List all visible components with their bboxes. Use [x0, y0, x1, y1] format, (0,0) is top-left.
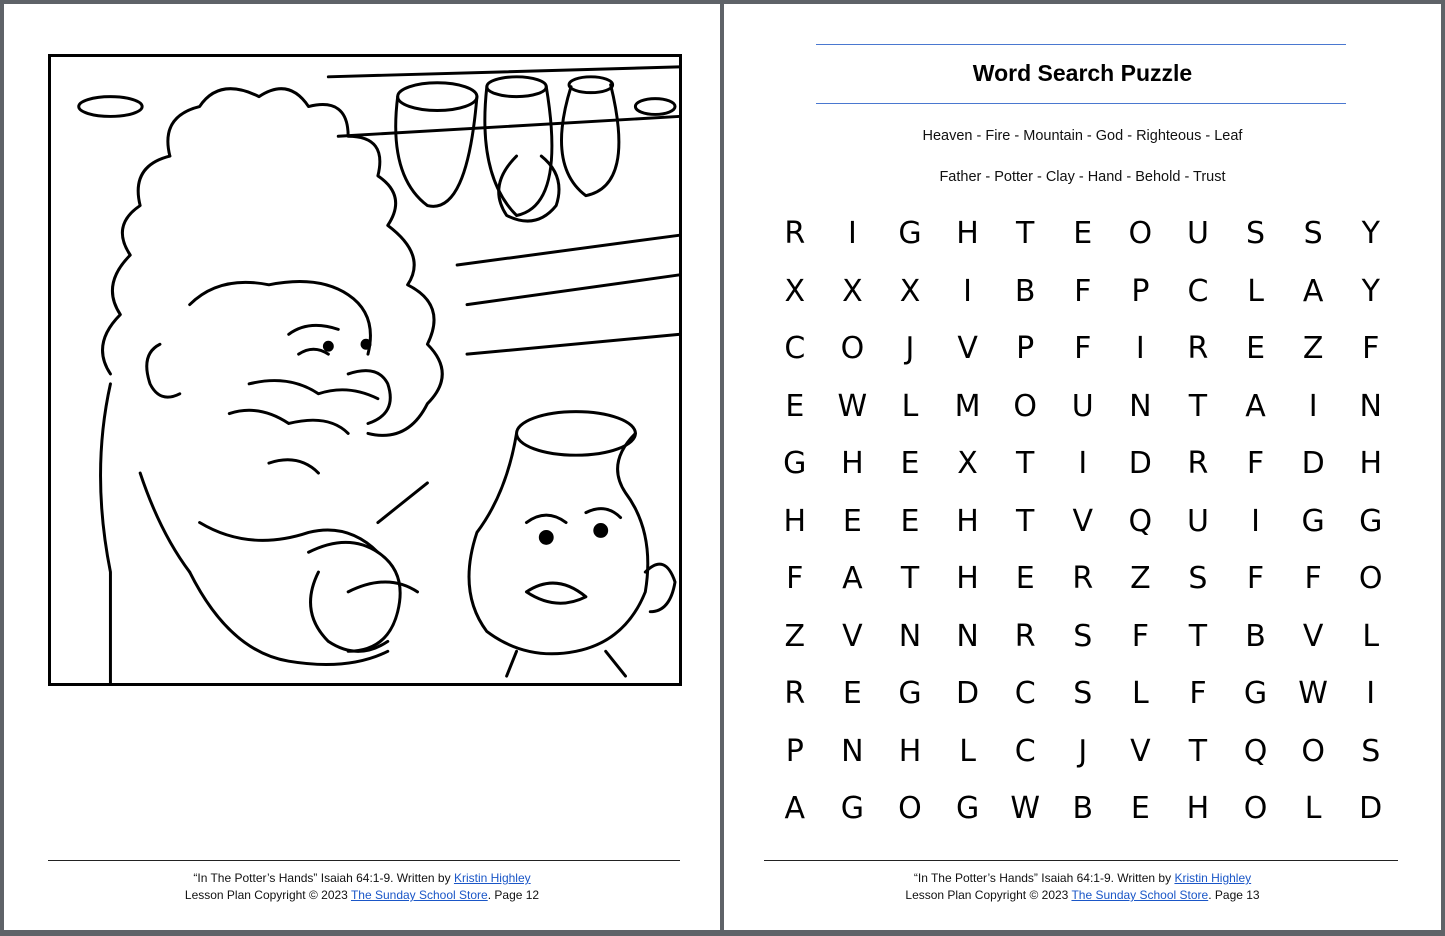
grid-letter: W: [837, 388, 868, 424]
footer-credit-text: “In The Potter’s Hands” Isaiah 64:1-9. Written by: [913, 871, 1175, 885]
grid-letter: F: [1074, 273, 1092, 309]
grid-letter: W: [1010, 791, 1040, 827]
grid-letter: C: [1014, 676, 1036, 712]
grid-letter: O: [1243, 791, 1268, 827]
potter-and-pot-drawing: [51, 57, 679, 683]
grid-letter: W: [1298, 676, 1328, 712]
grid-letter: D: [1301, 446, 1325, 482]
footer-line-2: [724, 887, 1441, 904]
grid-letter: G: [840, 791, 865, 827]
grid-letter: O: [1013, 388, 1037, 424]
grid-letter: E: [1130, 791, 1150, 827]
grid-letter: T: [1016, 503, 1035, 539]
page-title: Word Search Puzzle: [972, 60, 1193, 86]
word-search-grid: [766, 205, 1400, 838]
grid-letter: D: [1128, 446, 1152, 482]
title-divider-bottom: [816, 103, 1346, 104]
grid-letter: F: [786, 561, 804, 597]
potter-coloring-illustration: [48, 54, 682, 686]
grid-letter: T: [1016, 216, 1035, 252]
grid-letter: R: [1014, 618, 1036, 654]
page-13: [724, 4, 1441, 930]
store-link[interactable]: The Sunday School Store: [1071, 888, 1209, 902]
footer-copyright-text: Lesson Plan Copyright © 2023: [905, 888, 1072, 902]
grid-letter: S: [1361, 733, 1381, 769]
footer-line-2: [4, 887, 720, 904]
grid-letter: L: [1132, 676, 1149, 712]
footer-line-1: [724, 870, 1441, 887]
grid-letter: S: [1246, 216, 1266, 252]
grid-letter: X: [842, 273, 863, 309]
grid-letter: N: [1129, 388, 1152, 424]
grid-letter: G: [898, 216, 922, 252]
grid-letter: G: [1301, 503, 1325, 539]
grid-letter: B: [1072, 791, 1094, 827]
page-12: [4, 4, 720, 930]
grid-letter: R: [1187, 331, 1209, 367]
grid-letter: F: [1189, 676, 1207, 712]
word-list-line-1: Heaven - Fire - Mountain - God - Righteous - Leaf: [922, 128, 1243, 144]
grid-letter: E: [1015, 561, 1035, 597]
grid-letter: H: [1359, 446, 1383, 482]
grid-letter: T: [1188, 733, 1208, 769]
grid-letter: E: [842, 503, 862, 539]
grid-letter: H: [956, 561, 979, 597]
grid-letter: H: [898, 733, 922, 769]
word-list-line-2: Father - Potter - Clay - Hand - Behold - Trust: [939, 169, 1226, 185]
page-number: . Page 13: [1208, 888, 1260, 902]
grid-letter: F: [1304, 561, 1322, 597]
grid-letter: V: [957, 331, 978, 367]
grid-letter: T: [900, 561, 920, 597]
grid-letter: X: [957, 446, 978, 482]
grid-letter: L: [1247, 273, 1264, 309]
grid-letter: S: [1188, 561, 1208, 597]
grid-letter: C: [1014, 733, 1036, 769]
author-link[interactable]: Kristin Highley: [1174, 871, 1252, 885]
grid-letter: D: [956, 676, 980, 712]
grid-letter: T: [1188, 618, 1208, 654]
grid-letter: X: [899, 273, 921, 309]
grid-letter: G: [1359, 503, 1383, 539]
grid-letter: Z: [1130, 561, 1151, 597]
grid-letter: H: [1186, 791, 1210, 827]
footer-divider: [764, 860, 1398, 861]
footer-credit-text: “In The Potter’s Hands” Isaiah 64:1-9. Written by: [193, 871, 454, 885]
grid-letter: G: [783, 446, 807, 482]
grid-letter: C: [1187, 273, 1209, 309]
grid-letter: E: [900, 503, 920, 539]
grid-letter: Y: [1361, 216, 1380, 252]
grid-letter: G: [1243, 676, 1268, 712]
grid-letter: E: [785, 388, 805, 424]
grid-letter: V: [1072, 503, 1094, 539]
grid-letter: T: [1016, 446, 1035, 482]
grid-letter: Z: [1302, 331, 1324, 367]
grid-letter: A: [1245, 388, 1266, 424]
grid-letter: F: [1131, 618, 1149, 654]
footer-line-1: [4, 870, 720, 887]
grid-letter: T: [1188, 388, 1208, 424]
grid-letter: E: [1073, 216, 1093, 252]
grid-letter: I: [963, 273, 972, 309]
grid-letter: F: [1074, 331, 1092, 367]
grid-letter: I: [1251, 503, 1260, 539]
grid-letter: V: [1302, 618, 1324, 654]
grid-letter: R: [1072, 561, 1094, 597]
grid-letter: U: [1186, 216, 1209, 252]
grid-letter: U: [1186, 503, 1209, 539]
grid-letter: L: [1362, 618, 1380, 654]
footer-divider: [48, 860, 680, 861]
grid-letter: H: [956, 503, 979, 539]
author-link[interactable]: Kristin Highley: [453, 871, 531, 885]
grid-letter: O: [1128, 216, 1153, 252]
grid-letter: I: [1308, 388, 1318, 424]
grid-letter: H: [956, 216, 979, 252]
grid-letter: Q: [1243, 733, 1268, 769]
grid-letter: L: [1304, 791, 1322, 827]
grid-letter: O: [898, 791, 922, 827]
grid-letter: B: [1245, 618, 1266, 654]
grid-letter: S: [1303, 216, 1323, 252]
grid-letter: N: [956, 618, 979, 654]
grid-letter: H: [841, 446, 864, 482]
grid-letter: X: [784, 273, 806, 309]
grid-letter: O: [1358, 561, 1383, 597]
grid-letter: A: [842, 561, 863, 597]
grid-letter: D: [1359, 791, 1383, 827]
grid-letter: P: [785, 733, 804, 769]
grid-letter: Q: [1128, 503, 1153, 539]
grid-letter: I: [1135, 331, 1145, 367]
footer-copyright-text: Lesson Plan Copyright © 2023: [184, 888, 351, 902]
grid-letter: R: [784, 676, 806, 712]
grid-letter: G: [955, 791, 980, 827]
grid-letter: F: [1246, 561, 1265, 597]
grid-letter: E: [842, 676, 862, 712]
grid-letter: I: [847, 216, 857, 252]
page-number: . Page 12: [487, 888, 540, 902]
grid-letter: F: [1362, 331, 1380, 367]
grid-letter: V: [1130, 733, 1151, 769]
page-footer: [4, 870, 720, 904]
grid-letter: L: [901, 388, 919, 424]
grid-letter: R: [1187, 446, 1209, 482]
grid-letter: J: [1078, 733, 1088, 769]
grid-letter: I: [1366, 676, 1376, 712]
grid-letter: E: [1246, 331, 1266, 367]
grid-letter: G: [898, 676, 922, 712]
grid-letter: L: [959, 733, 976, 769]
grid-letter: S: [1073, 676, 1093, 712]
grid-letter: N: [1359, 388, 1382, 424]
grid-letter: H: [783, 503, 807, 539]
grid-letter: O: [840, 331, 865, 367]
grid-letter: I: [1078, 446, 1088, 482]
title-divider-top: [816, 44, 1346, 45]
grid-letter: A: [1302, 273, 1324, 309]
grid-letter: B: [1014, 273, 1036, 309]
grid-letter: C: [784, 331, 806, 367]
grid-letter: S: [1073, 618, 1093, 654]
grid-letter: J: [905, 331, 915, 367]
grid-letter: Y: [1361, 273, 1380, 309]
grid-letter: O: [1301, 733, 1325, 769]
grid-letter: P: [1016, 331, 1035, 367]
grid-letter: U: [1071, 388, 1094, 424]
grid-letter: V: [842, 618, 863, 654]
grid-letter: Z: [784, 618, 806, 654]
grid-letter: P: [1131, 273, 1150, 309]
grid-letter: N: [898, 618, 922, 654]
grid-letter: M: [954, 388, 981, 424]
grid-letter: F: [1246, 446, 1265, 482]
store-link[interactable]: The Sunday School Store: [350, 888, 488, 902]
grid-letter: E: [900, 446, 920, 482]
grid-letter: N: [841, 733, 864, 769]
page-footer: [724, 870, 1441, 904]
grid-letter: R: [784, 216, 806, 252]
grid-letter: A: [784, 791, 806, 827]
